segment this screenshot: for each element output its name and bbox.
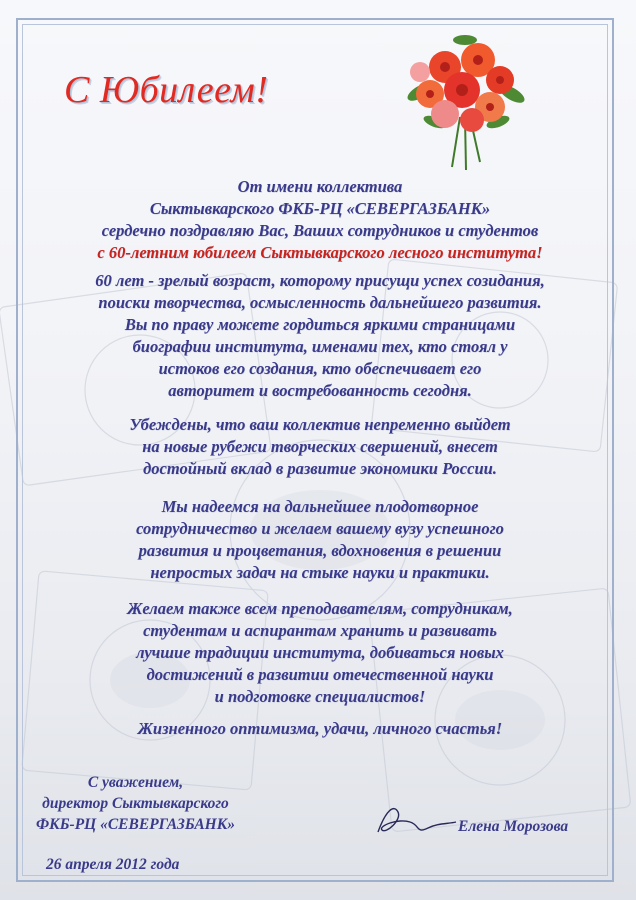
paragraph-line: Убеждены, что ваш коллектив непременно выйдет (129, 415, 511, 434)
paragraph-line: и подготовке специалистов! (214, 687, 426, 706)
intro-block (40, 176, 600, 264)
paragraph-1 (40, 270, 600, 402)
closing-line: С уважением, (87, 774, 184, 791)
intro-line: Сыктывкарского ФКБ-РЦ «СЕВЕРГАЗБАНК» (149, 199, 491, 218)
paragraph-line: лучшие традиции института, добиваться новых (136, 643, 504, 662)
paragraph-line: истоков его создания, кто обеспечивает его (158, 359, 482, 378)
paragraph-line: развития и процветания, вдохновения в решении (138, 541, 502, 560)
paragraph-line: на новые рубежи творческих свершений, внесет (142, 437, 498, 456)
paragraph-line: студентам и аспирантам хранить и развивать (143, 621, 497, 640)
intro-line-highlight: с 60-летним юбилеем Сыктывкарского лесного института! (97, 243, 543, 262)
closing-line: ФКБ-РЦ «СЕВЕРГАЗБАНК» (36, 816, 235, 833)
paragraph-line: Мы надеемся на дальнейшее плодотворное (161, 497, 479, 516)
paragraph-line: достижений в развитии отечественной науки (146, 665, 494, 684)
paragraph-line: Желаем также всем преподавателям, сотрудникам, (127, 599, 513, 618)
paragraph-line: поиски творчества, осмысленность дальнейшего развития. (98, 293, 542, 312)
paragraph-line: 60 лет - зрелый возраст, которому присущи успех созидания, (95, 271, 545, 290)
greeting-heading: С Юбилеем! (64, 69, 269, 111)
paragraph-4 (40, 598, 600, 708)
paragraph-line: Вы по праву можете гордиться яркими страницами (124, 315, 516, 334)
paragraph-line: сотрудничество и желаем вашему вузу успешного (136, 519, 504, 538)
paragraph-line: биографии института, именами тех, кто стоял у (132, 337, 508, 356)
intro-line: сердечно поздравляю Вас, Ваших сотрудников и студентов (101, 221, 539, 240)
paragraph-5 (40, 718, 600, 740)
paragraph-2 (40, 414, 600, 480)
paragraph-3 (40, 496, 600, 584)
closing-block (36, 772, 235, 835)
paragraph-line: авторитет и востребованность сегодня. (168, 381, 472, 400)
letter-date: 26 апреля 2012 года (46, 856, 180, 873)
handwritten-signature (368, 800, 458, 840)
intro-line: От имени коллектива (237, 177, 403, 196)
paragraph-line: Жизненного оптимизма, удачи, личного счастья! (137, 719, 503, 738)
flower-bouquet-image (390, 22, 540, 172)
signer-name: Елена Морозова (458, 818, 569, 835)
paragraph-line: достойный вклад в развитие экономики России. (143, 459, 497, 478)
closing-line: директор Сыктывкарского (42, 795, 229, 812)
paragraph-line: непростых задач на стыке науки и практики. (150, 563, 490, 582)
